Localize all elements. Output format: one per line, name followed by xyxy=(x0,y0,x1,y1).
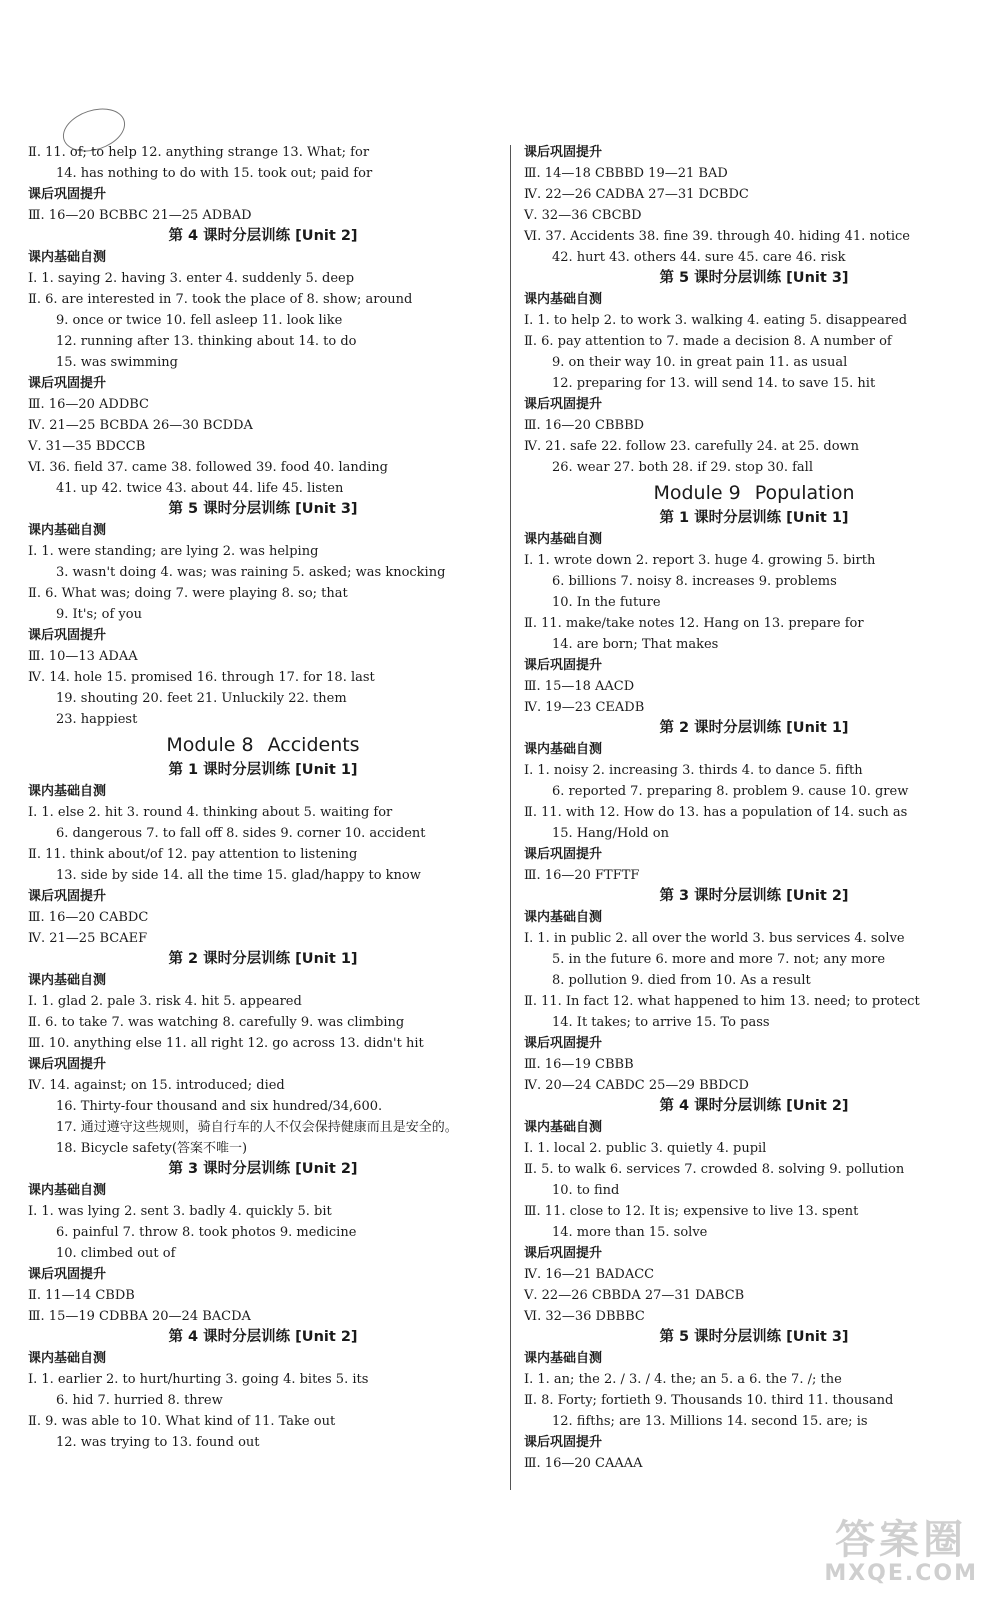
answer-line: 10. In the future xyxy=(552,595,661,610)
answer-line: Ⅱ. 6. to take 7. was watching 8. carefully 9. was climbing xyxy=(28,1015,405,1030)
answer-line: Ⅴ. 31—35 BDCCB xyxy=(28,439,146,454)
module-title xyxy=(28,730,498,760)
section-label: 课内基础自测 xyxy=(28,973,107,988)
answer-line: Ⅰ. 1. were standing; are lying 2. was helping xyxy=(28,544,319,559)
answer-line: Ⅱ. 11. In fact 12. what happened to him 13. need; to protect xyxy=(524,994,920,1009)
answer-line: 10. climbed out of xyxy=(56,1246,176,1261)
answer-line: 26. wear 27. both 28. if 29. stop 30. fall xyxy=(552,460,813,475)
answer-line: Ⅰ. 1. earlier 2. to hurt/hurting 3. going 4. bites 5. its xyxy=(28,1372,369,1387)
answer-line: 6. billions 7. noisy 8. increases 9. problems xyxy=(552,574,837,589)
section-label: 课内基础自测 xyxy=(28,784,107,799)
answer-line: Ⅰ. 1. to help 2. to work 3. walking 4. eating 5. disappeared xyxy=(524,313,908,328)
answer-line: Ⅱ. 11. with 12. How do 13. has a population of 14. such as xyxy=(524,805,908,820)
module-topic: Population xyxy=(754,482,855,504)
answer-line: 15. Hang/Hold on xyxy=(552,826,669,841)
answer-line: Ⅲ. 16—20 FTFTF xyxy=(524,868,640,883)
lesson-heading: 第 5 课时分层训练 [Unit 3] xyxy=(168,501,358,517)
lesson-heading: 第 3 课时分层训练 [Unit 2] xyxy=(659,888,849,904)
answer-line: Ⅰ. 1. wrote down 2. report 3. huge 4. growing 5. birth xyxy=(524,553,876,568)
lesson-heading: 第 2 课时分层训练 [Unit 1] xyxy=(168,951,358,967)
section-label: 课后巩固提升 xyxy=(524,145,603,160)
answer-line: 6. painful 7. throw 8. took photos 9. medicine xyxy=(56,1225,357,1240)
answer-line: Ⅱ. 11. of; to help 12. anything strange 13. What; for xyxy=(28,145,370,160)
answer-line: 12. was trying to 13. found out xyxy=(56,1435,260,1450)
lesson-heading: 第 4 课时分层训练 [Unit 2] xyxy=(168,228,358,244)
answer-line: Ⅳ. 22—26 CADBA 27—31 DCBDC xyxy=(524,187,749,202)
answer-line: 15. was swimming xyxy=(56,355,178,370)
lesson-heading: 第 2 课时分层训练 [Unit 1] xyxy=(659,720,849,736)
answer-line: Ⅰ. 1. saying 2. having 3. enter 4. suddenly 5. deep xyxy=(28,271,355,286)
answer-line: Ⅳ. 14. hole 15. promised 16. through 17. for 18. last xyxy=(28,670,375,685)
section-label: 课内基础自测 xyxy=(28,523,107,538)
section-label: 课后巩固提升 xyxy=(28,376,107,391)
section-label: 课后巩固提升 xyxy=(524,847,603,862)
answer-line: Ⅲ. 16—20 ADDBC xyxy=(28,397,149,412)
answer-line: 16. Thirty-four thousand and six hundred/34,600. xyxy=(56,1099,383,1114)
answer-line: 23. happiest xyxy=(56,712,138,727)
lesson-heading: 第 5 课时分层训练 [Unit 3] xyxy=(659,270,849,286)
answer-line: 18. Bicycle safety(答案不唯一) xyxy=(56,1141,248,1156)
watermark-line1: 答案圈 xyxy=(835,1517,968,1563)
answer-line: 12. preparing for 13. will send 14. to save 15. hit xyxy=(552,376,876,391)
answer-line: 42. hurt 43. others 44. sure 45. care 46. risk xyxy=(552,250,846,265)
answer-line: Ⅰ. 1. else 2. hit 3. round 4. thinking about 5. waiting for xyxy=(28,805,393,820)
answer-line: Ⅳ. 20—24 CABDC 25—29 BBDCD xyxy=(524,1078,749,1093)
answer-line: 17. 通过遵守这些规则，骑自行车的人不仅会保持健康而且是安全的。 xyxy=(56,1120,458,1135)
section-label: 课内基础自测 xyxy=(524,532,603,547)
answer-line: Ⅴ. 22—26 CBBDA 27—31 DABCB xyxy=(524,1288,745,1303)
module-topic: Accidents xyxy=(267,734,360,756)
answer-line: Ⅲ. 14—18 CBBBD 19—21 BAD xyxy=(524,166,728,181)
answer-line: 9. on their way 10. in great pain 11. as usual xyxy=(552,355,848,370)
lesson-heading: 第 1 课时分层训练 [Unit 1] xyxy=(659,510,849,526)
answer-line: 9. once or twice 10. fell asleep 11. look like xyxy=(56,313,343,328)
section-label: 课后巩固提升 xyxy=(28,1057,107,1072)
answer-line: Ⅵ. 32—36 DBBBC xyxy=(524,1309,645,1324)
answer-line: Ⅰ. 1. in public 2. all over the world 3. bus services 4. solve xyxy=(524,931,905,946)
answer-line: Ⅰ. 1. was lying 2. sent 3. badly 4. quickly 5. bit xyxy=(28,1204,332,1219)
answer-line: Ⅱ. 11. think about/of 12. pay attention to listening xyxy=(28,847,358,862)
answer-line: Ⅰ. 1. local 2. public 3. quietly 4. pupil xyxy=(524,1141,767,1156)
answer-line: Ⅰ. 1. noisy 2. increasing 3. thirds 4. to dance 5. fifth xyxy=(524,763,863,778)
answer-line: 14. are born; That makes xyxy=(552,637,719,652)
answer-line: Ⅲ. 15—19 CDBBA 20—24 BACDA xyxy=(28,1309,251,1324)
answer-line: Ⅳ. 21—25 BCBDA 26—30 BCDDA xyxy=(28,418,253,433)
section-label: 课内基础自测 xyxy=(524,292,603,307)
answer-line: Ⅲ. 16—20 CBBBD xyxy=(524,418,645,433)
answer-line: 12. fifths; are 13. Millions 14. second 15. are; is xyxy=(552,1414,868,1429)
answer-line: Ⅲ. 16—19 CBBB xyxy=(524,1057,634,1072)
section-label: 课后巩固提升 xyxy=(524,1435,603,1450)
answer-line: Ⅰ. 1. glad 2. pale 3. risk 4. hit 5. appeared xyxy=(28,994,302,1009)
answer-line: Ⅵ. 37. Accidents 38. fine 39. through 40. hiding 41. notice xyxy=(524,229,910,244)
section-label: 课后巩固提升 xyxy=(524,658,603,673)
section-label: 课内基础自测 xyxy=(524,1351,603,1366)
answer-line: 19. shouting 20. feet 21. Unluckily 22. them xyxy=(56,691,347,706)
module-title xyxy=(524,478,984,508)
answer-line: 3. wasn't doing 4. was; was raining 5. asked; was knocking xyxy=(56,565,446,580)
answer-line: Ⅳ. 16—21 BADACC xyxy=(524,1267,655,1282)
answer-line: Ⅲ. 15—18 AACD xyxy=(524,679,635,694)
watermark-line2: MXQE.COM xyxy=(824,1561,978,1586)
answer-line: Ⅲ. 16—20 BCBBC 21—25 ADBAD xyxy=(28,208,252,223)
answer-line: 12. running after 13. thinking about 14. to do xyxy=(56,334,357,349)
answer-line: Ⅱ. 8. Forty; fortieth 9. Thousands 10. third 11. thousand xyxy=(524,1393,894,1408)
answer-line: Ⅳ. 21. safe 22. follow 23. carefully 24. at 25. down xyxy=(524,439,860,454)
section-label: 课内基础自测 xyxy=(28,1183,107,1198)
answer-line: 9. It's; of you xyxy=(56,607,142,622)
section-label: 课后巩固提升 xyxy=(28,187,107,202)
answer-line: Ⅲ. 16—20 CAAAA xyxy=(524,1456,643,1471)
lesson-heading: 第 3 课时分层训练 [Unit 2] xyxy=(168,1161,358,1177)
left-answer-column xyxy=(28,142,498,1453)
column-divider xyxy=(510,145,511,1490)
answer-line: Ⅲ. 16—20 CABDC xyxy=(28,910,149,925)
lesson-heading: 第 4 课时分层训练 [Unit 2] xyxy=(168,1329,358,1345)
answer-line: Ⅳ. 14. against; on 15. introduced; died xyxy=(28,1078,285,1093)
answer-line: 6. reported 7. preparing 8. problem 9. cause 10. grew xyxy=(552,784,909,799)
section-label: 课内基础自测 xyxy=(524,910,603,925)
answer-line: Ⅱ. 6. are interested in 7. took the place of 8. show; around xyxy=(28,292,413,307)
answer-line: 41. up 42. twice 43. about 44. life 45. listen xyxy=(56,481,344,496)
lesson-heading: 第 1 课时分层训练 [Unit 1] xyxy=(168,762,358,778)
answer-line: 6. hid 7. hurried 8. threw xyxy=(56,1393,223,1408)
answer-line: Ⅳ. 21—25 BCAEF xyxy=(28,931,148,946)
right-answer-column xyxy=(524,142,984,1474)
answer-line: Ⅵ. 36. field 37. came 38. followed 39. food 40. landing xyxy=(28,460,388,475)
answer-line: 14. has nothing to do with 15. took out; paid for xyxy=(56,166,373,181)
answer-line: Ⅲ. 10—13 ADAA xyxy=(28,649,138,664)
section-label: 课内基础自测 xyxy=(28,250,107,265)
answer-line: Ⅱ. 9. was able to 10. What kind of 11. Take out xyxy=(28,1414,336,1429)
section-label: 课内基础自测 xyxy=(524,742,603,757)
answer-line: Ⅱ. 6. pay attention to 7. made a decision 8. A number of xyxy=(524,334,892,349)
answer-line: Ⅰ. 1. an; the 2. / 3. / 4. the; an 5. a 6. the 7. /; the xyxy=(524,1372,842,1387)
section-label: 课后巩固提升 xyxy=(524,397,603,412)
section-label: 课后巩固提升 xyxy=(28,889,107,904)
answer-line: Ⅱ. 5. to walk 6. services 7. crowded 8. solving 9. pollution xyxy=(524,1162,905,1177)
answer-line: Ⅲ. 10. anything else 11. all right 12. go across 13. didn't hit xyxy=(28,1036,424,1051)
answer-line: 13. side by side 14. all the time 15. glad/happy to know xyxy=(56,868,421,883)
answer-line: Ⅱ. 11—14 CBDB xyxy=(28,1288,135,1303)
answer-line: 14. more than 15. solve xyxy=(552,1225,708,1240)
watermark-logo xyxy=(824,1518,978,1586)
section-label: 课后巩固提升 xyxy=(524,1036,603,1051)
answer-line: Ⅲ. 11. close to 12. It is; expensive to live 13. spent xyxy=(524,1204,859,1219)
answer-line: 10. to find xyxy=(552,1183,620,1198)
answer-line: 5. in the future 6. more and more 7. not; any more xyxy=(552,952,886,967)
module-number: Module 9 xyxy=(653,482,741,504)
lesson-heading: 第 5 课时分层训练 [Unit 3] xyxy=(659,1329,849,1345)
answer-line: 14. It takes; to arrive 15. To pass xyxy=(552,1015,770,1030)
answer-line: Ⅱ. 6. What was; doing 7. were playing 8. so; that xyxy=(28,586,348,601)
section-label: 课后巩固提升 xyxy=(28,628,107,643)
answer-line: 6. dangerous 7. to fall off 8. sides 9. corner 10. accident xyxy=(56,826,426,841)
answer-line: Ⅴ. 32—36 CBCBD xyxy=(524,208,642,223)
answer-line: Ⅳ. 19—23 CEADB xyxy=(524,700,645,715)
answer-line: 8. pollution 9. died from 10. As a result xyxy=(552,973,811,988)
lesson-heading: 第 4 课时分层训练 [Unit 2] xyxy=(659,1098,849,1114)
section-label: 课内基础自测 xyxy=(28,1351,107,1366)
answer-line: Ⅱ. 11. make/take notes 12. Hang on 13. prepare for xyxy=(524,616,864,631)
section-label: 课后巩固提升 xyxy=(28,1267,107,1282)
module-number: Module 8 xyxy=(166,734,254,756)
section-label: 课内基础自测 xyxy=(524,1120,603,1135)
section-label: 课后巩固提升 xyxy=(524,1246,603,1261)
